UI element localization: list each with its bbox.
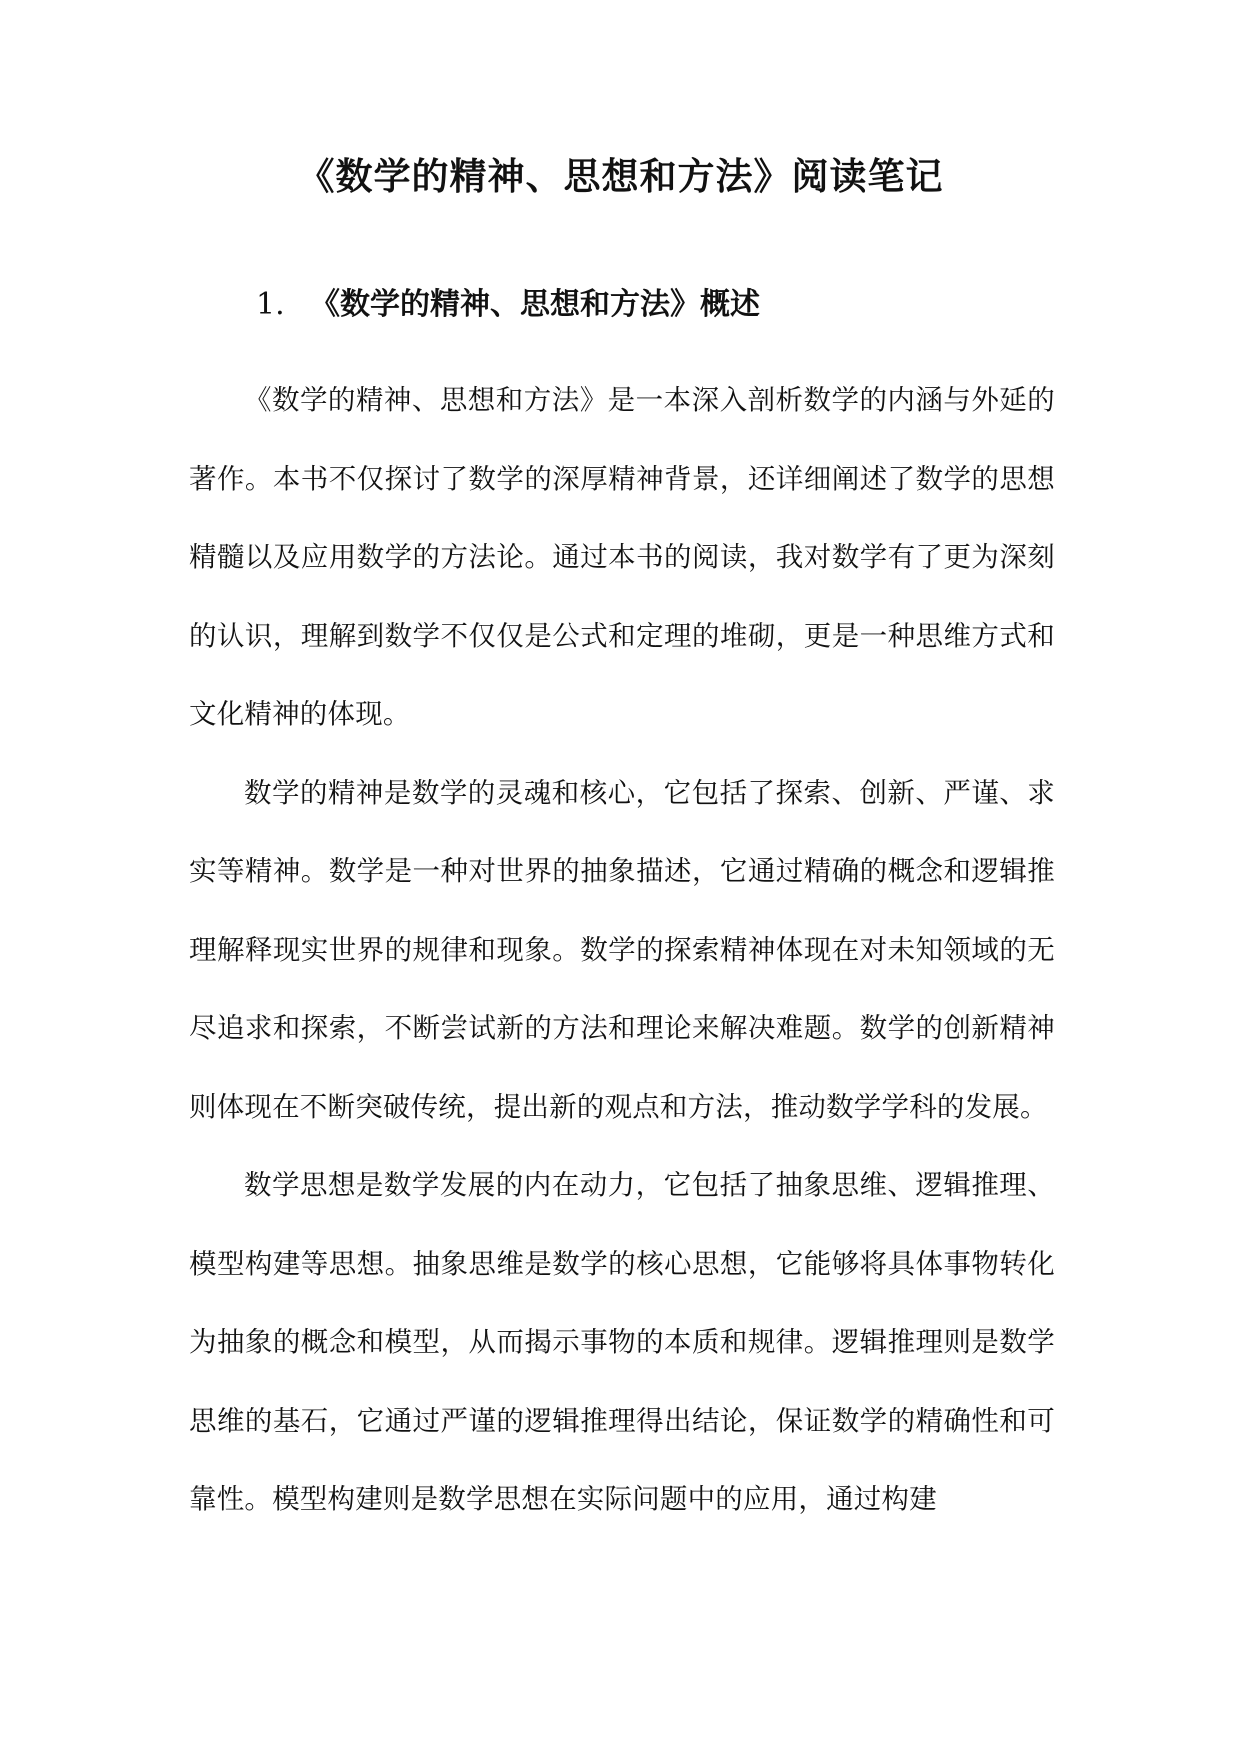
paragraph-overview: 《数学的精神、思想和方法》是一本深入剖析数学的内涵与外延的著作。本书不仅探讨了数学的深厚精神背景，还详细阐述了数学的思想精髓以及应用数学的方法论。通过本书的阅读，我对数学有了更为深刻的认识，理解到数学不仅仅是公式和定理的堆砌，更是一种思维方式和文化精神的体现。 [189, 384, 1055, 730]
paragraph-spirit: 数学的精神是数学的灵魂和核心，它包括了探索、创新、严谨、求实等精神。数学是一种对世界的抽象描述，它通过精确的概念和逻辑推理解释现实世界的规律和现象。数学的探索精神体现在对未知领域的无尽追求和探索，不断尝试新的方法和理论来解决难题。数学的创新精神则体现在不断突破传统，提出新的观点和方法，推动数学学科的发展。 [189, 776, 1055, 1123]
section-heading [256, 283, 760, 327]
paragraph-thought: 数学思想是数学发展的内在动力，它包括了抽象思维、逻辑推理、模型构建等思想。抽象思维是数学的核心思想，它能够将具体事物转化为抽象的概念和模型，从而揭示事物的本质和规律。逻辑推理则是数学思维的基石，它通过严谨的逻辑推理得出结论，保证数学的精确性和可靠性。模型构建则是数学思想在实际问题中的应用，通过构建 [189, 1169, 1055, 1515]
body-text [189, 361, 1055, 1539]
section-title: 《数学的精神、思想和方法》概述 [310, 287, 760, 322]
document-title: 《数学的精神、思想和方法》阅读笔记 [297, 154, 944, 198]
section-number: 1. [256, 287, 285, 322]
